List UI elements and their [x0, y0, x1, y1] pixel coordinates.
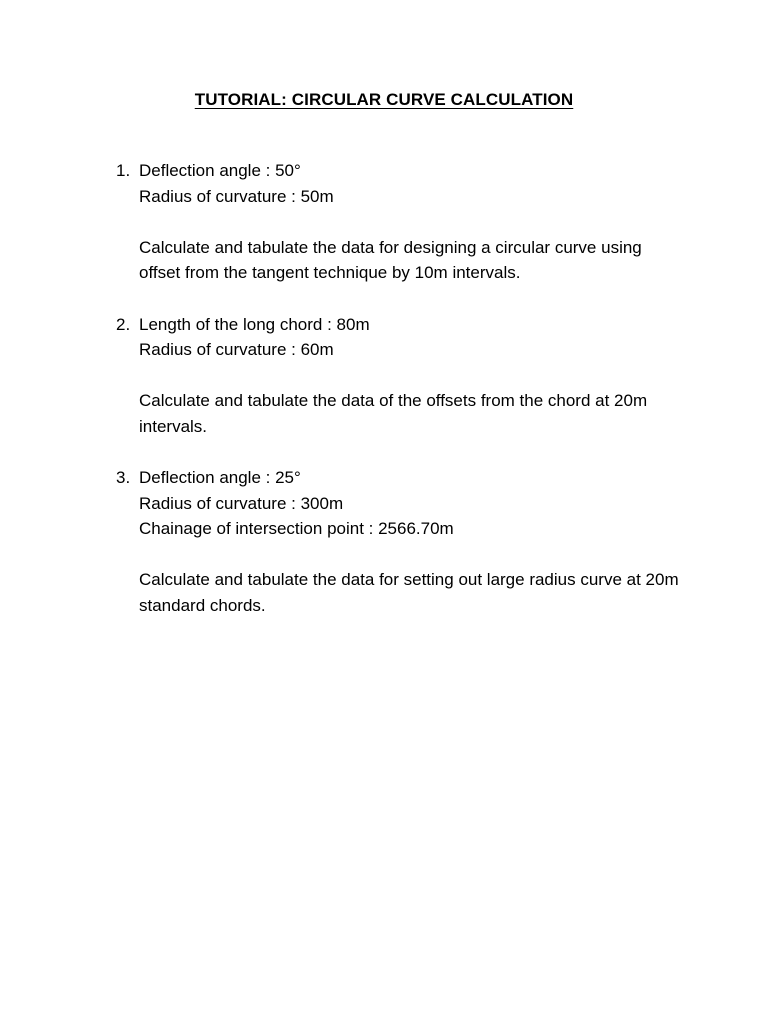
question-list [116, 158, 716, 644]
given-deflection-angle: Deflection angle : 25° [139, 468, 301, 487]
question-item-1 [116, 158, 716, 286]
given-radius-of-curvature: Radius of curvature : 60m [139, 340, 334, 359]
given-deflection-angle: Deflection angle : 50° [139, 161, 301, 180]
given-radius-of-curvature: Radius of curvature : 50m [139, 186, 334, 206]
question-instruction: Calculate and tabulate the data for setting out large radius curve at 20m standard chords. [139, 570, 679, 615]
question-body [139, 312, 716, 440]
question-item-2 [116, 312, 716, 440]
question-instruction: Calculate and tabulate the data of the offsets from the chord at 20m intervals. [139, 391, 648, 436]
question-number: 1. [116, 161, 131, 180]
question-number: 3. [116, 468, 131, 487]
given-long-chord-length: Length of the long chord : 80m [139, 314, 370, 334]
question-body [139, 158, 716, 286]
given-radius-of-curvature: Radius of curvature : 300m [139, 493, 344, 513]
document-title: TUTORIAL: CIRCULAR CURVE CALCULATION [194, 90, 574, 109]
question-item-3 [116, 465, 716, 618]
spacer [139, 542, 716, 568]
spacer [139, 363, 716, 389]
spacer [139, 209, 716, 235]
question-number: 2. [116, 314, 131, 334]
given-intersection-chainage: Chainage of intersection point : 2566.70m [139, 519, 454, 538]
question-body [139, 465, 716, 618]
question-instruction: Calculate and tabulate the data for designing a circular curve using offset from the tangent technique by 10m intervals. [139, 237, 642, 282]
